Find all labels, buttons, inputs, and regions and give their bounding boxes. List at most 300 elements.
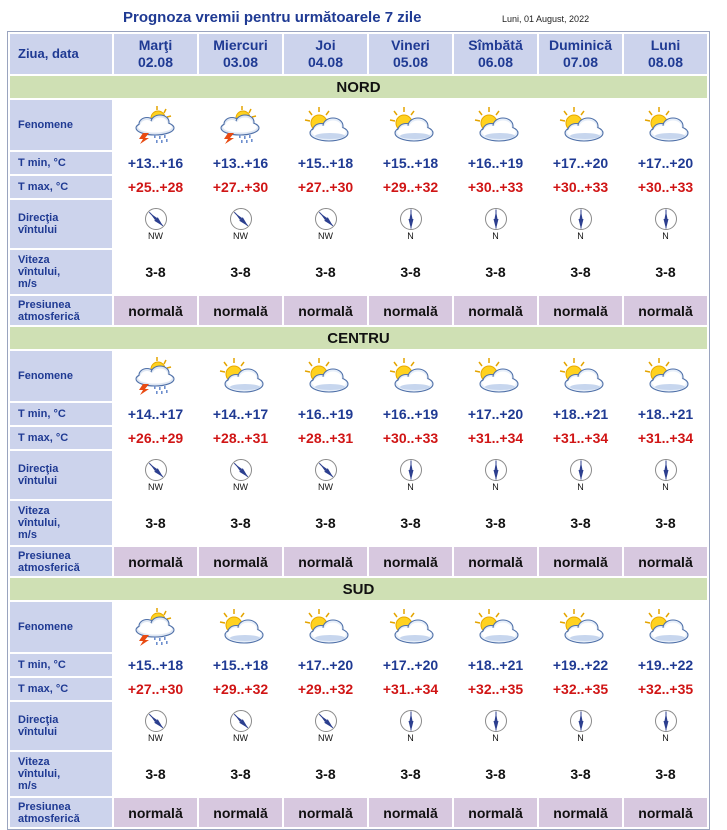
wind-direction-value: NW <box>233 231 248 241</box>
wind-speed-label-line2: vîntului, <box>18 266 61 278</box>
day-name: Luni <box>650 37 681 53</box>
pressure-cell <box>369 798 452 827</box>
phenomena-cell <box>369 602 452 652</box>
wind-speed-label-line2: vîntului, <box>18 768 61 780</box>
wind-speed-cell <box>454 250 537 294</box>
wind-speed-cell <box>114 250 197 294</box>
wind-direction-row <box>10 451 707 499</box>
phenomena-cell <box>624 100 707 150</box>
phenomena-cell <box>114 351 197 401</box>
pressure-value: normală <box>128 804 183 821</box>
phenomena-cell <box>539 351 622 401</box>
wind-direction-row <box>10 200 707 248</box>
wind-direction-value: NW <box>318 482 333 492</box>
day-header-4 <box>454 34 537 74</box>
wind-direction-cell <box>284 451 367 499</box>
compass-arrow-icon <box>199 458 282 482</box>
tmax-cell <box>284 176 367 198</box>
wind-speed-cell <box>369 752 452 796</box>
wind-speed-label-line3: m/s <box>18 780 37 792</box>
tmin-cell <box>454 403 537 425</box>
wind-speed-cell <box>114 501 197 545</box>
tmax-cell <box>284 678 367 700</box>
phenomena-cell <box>454 602 537 652</box>
pressure-value: normală <box>638 553 693 570</box>
pressure-label-line2: atmosferică <box>18 812 80 825</box>
wind-direction-cell <box>624 451 707 499</box>
tmin-value: +13..+16 <box>212 155 269 171</box>
wind-direction-cell <box>114 702 197 750</box>
region-title <box>10 76 707 98</box>
pressure-cell <box>539 798 622 827</box>
tmax-value: +27..+30 <box>212 179 269 195</box>
wind-speed-label-line1: Viteza <box>18 505 50 517</box>
tmin-cell <box>454 654 537 676</box>
phenomena-cell <box>114 100 197 150</box>
phenomena-label-text: Fenomene <box>18 370 74 382</box>
wind-direction-cell <box>199 200 282 248</box>
pressure-label-line1: Presiunea <box>18 549 71 562</box>
wind-speed-cell <box>284 752 367 796</box>
column-header-day-date <box>10 34 112 74</box>
compass-arrow-icon <box>539 709 622 733</box>
tmin-row <box>10 152 707 174</box>
wind-direction-value: N <box>662 733 669 743</box>
pressure-value: normală <box>128 302 183 319</box>
tmin-value: +15..+18 <box>382 155 439 171</box>
pressure-value: normală <box>213 302 268 319</box>
tmax-value: +32..+35 <box>467 681 524 697</box>
wind-direction-label-line2: vîntului <box>18 224 58 236</box>
tmin-value: +17..+20 <box>637 155 694 171</box>
tmax-value: +31..+34 <box>552 430 609 446</box>
tmax-value: +30..+33 <box>467 179 524 195</box>
tmax-cell <box>539 678 622 700</box>
column-header-label: Ziua, data <box>18 46 79 61</box>
phenomena-cell <box>284 100 367 150</box>
tmax-value: +27..+30 <box>297 179 354 195</box>
pressure-cell <box>284 547 367 576</box>
wind-direction-cell <box>114 200 197 248</box>
day-header-3 <box>369 34 452 74</box>
tmin-cell <box>369 403 452 425</box>
day-date: 02.08 <box>137 54 174 70</box>
tmin-value: +19..+22 <box>552 657 609 673</box>
wind-direction-value: N <box>407 482 414 492</box>
tmin-value: +15..+18 <box>297 155 354 171</box>
tmin-cell <box>114 654 197 676</box>
wind-speed-value: 3-8 <box>655 515 676 531</box>
pressure-cell <box>284 798 367 827</box>
partly-cloudy-icon <box>454 608 537 646</box>
wind-speed-cell <box>284 250 367 294</box>
wind-speed-value: 3-8 <box>655 766 676 782</box>
pressure-value: normală <box>553 553 608 570</box>
wind-speed-label <box>10 250 112 294</box>
tmax-cell <box>114 678 197 700</box>
partly-cloudy-icon <box>539 106 622 144</box>
tmax-value: +28..+31 <box>297 430 354 446</box>
pressure-value: normală <box>213 804 268 821</box>
page-title: Prognoza vremii pentru următoarele 7 zile <box>123 9 422 26</box>
phenomena-row <box>10 602 707 652</box>
wind-direction-cell <box>454 200 537 248</box>
tmin-value: +17..+20 <box>382 657 439 673</box>
compass-arrow-icon <box>454 207 537 231</box>
compass-arrow-icon <box>114 709 197 733</box>
tmax-label-text: T max, °C <box>18 683 69 695</box>
wind-direction-value: NW <box>233 733 248 743</box>
tmax-value: +31..+34 <box>467 430 524 446</box>
tmin-value: +14..+17 <box>127 406 184 422</box>
tmax-cell <box>114 427 197 449</box>
tmin-label <box>10 152 112 174</box>
wind-speed-cell <box>199 501 282 545</box>
tmin-value: +13..+16 <box>127 155 184 171</box>
tmin-value: +14..+17 <box>212 406 269 422</box>
tmin-value: +16..+19 <box>382 406 439 422</box>
tmin-cell <box>454 152 537 174</box>
pressure-value: normală <box>553 804 608 821</box>
wind-direction-value: NW <box>148 231 163 241</box>
pressure-cell <box>624 798 707 827</box>
wind-direction-label-line1: Direcţia <box>18 463 59 475</box>
tmin-cell <box>284 152 367 174</box>
pressure-cell <box>369 296 452 325</box>
day-name: Miercuri <box>213 37 268 53</box>
tmax-cell <box>624 678 707 700</box>
tmin-label-text: T min, °C <box>18 659 66 671</box>
tmin-row <box>10 403 707 425</box>
tmax-value: +28..+31 <box>212 430 269 446</box>
wind-speed-cell <box>539 250 622 294</box>
wind-direction-value: N <box>577 231 584 241</box>
pressure-cell <box>284 296 367 325</box>
wind-speed-cell <box>199 752 282 796</box>
day-header-5 <box>539 34 622 74</box>
tmax-value: +29..+32 <box>212 681 269 697</box>
day-name: Vineri <box>391 37 430 53</box>
phenomena-cell <box>369 100 452 150</box>
pressure-value: normală <box>638 804 693 821</box>
tmax-value: +30..+33 <box>637 179 694 195</box>
wind-speed-cell <box>369 250 452 294</box>
region-name: CENTRU <box>327 329 390 347</box>
partly-cloudy-icon <box>199 357 282 395</box>
wind-speed-cell <box>624 250 707 294</box>
tmax-value: +26..+29 <box>127 430 184 446</box>
wind-direction-value: NW <box>148 733 163 743</box>
pressure-row <box>10 798 707 827</box>
tmin-cell <box>624 654 707 676</box>
tmin-value: +17..+20 <box>297 657 354 673</box>
tmin-value: +18..+21 <box>467 657 524 673</box>
pressure-cell <box>539 296 622 325</box>
tmax-value: +30..+33 <box>552 179 609 195</box>
wind-speed-value: 3-8 <box>315 766 336 782</box>
wind-direction-label-line1: Direcţia <box>18 714 59 726</box>
tmax-cell <box>369 678 452 700</box>
compass-arrow-icon <box>454 709 537 733</box>
pressure-cell <box>454 798 537 827</box>
tmin-cell <box>624 403 707 425</box>
pressure-cell <box>199 296 282 325</box>
wind-direction-value: NW <box>318 231 333 241</box>
wind-speed-value: 3-8 <box>145 264 166 280</box>
pressure-label-line2: atmosferică <box>18 561 80 574</box>
wind-direction-label-line2: vîntului <box>18 475 58 487</box>
pressure-value: normală <box>298 804 353 821</box>
wind-speed-label <box>10 501 112 545</box>
tmax-cell <box>114 176 197 198</box>
tmax-cell <box>454 176 537 198</box>
compass-arrow-icon <box>624 458 707 482</box>
wind-speed-label-line1: Viteza <box>18 254 50 266</box>
wind-direction-row <box>10 702 707 750</box>
wind-direction-value: N <box>492 231 499 241</box>
day-name: Sîmbătă <box>468 37 523 53</box>
day-date: 03.08 <box>222 54 259 70</box>
wind-speed-value: 3-8 <box>400 264 421 280</box>
wind-direction-cell <box>539 200 622 248</box>
wind-direction-value: N <box>577 482 584 492</box>
wind-speed-value: 3-8 <box>400 766 421 782</box>
phenomena-label <box>10 100 112 150</box>
pressure-cell <box>539 547 622 576</box>
day-header-0 <box>114 34 197 74</box>
day-name: Marţi <box>138 37 173 53</box>
partly-cloudy-icon <box>199 608 282 646</box>
tmin-cell <box>199 152 282 174</box>
pressure-cell <box>199 547 282 576</box>
pressure-row <box>10 296 707 325</box>
tmax-value: +29..+32 <box>382 179 439 195</box>
pressure-cell <box>199 798 282 827</box>
pressure-value: normală <box>298 302 353 319</box>
partly-cloudy-icon <box>539 357 622 395</box>
thunderstorm-rain-icon <box>114 357 197 395</box>
tmin-value: +18..+21 <box>552 406 609 422</box>
tmin-cell <box>369 152 452 174</box>
compass-arrow-icon <box>624 709 707 733</box>
wind-speed-value: 3-8 <box>145 515 166 531</box>
wind-direction-value: NW <box>318 733 333 743</box>
wind-speed-value: 3-8 <box>230 766 251 782</box>
phenomena-cell <box>369 351 452 401</box>
pressure-value: normală <box>128 553 183 570</box>
pressure-cell <box>624 296 707 325</box>
compass-arrow-icon <box>454 458 537 482</box>
tmin-label-text: T min, °C <box>18 408 66 420</box>
wind-speed-value: 3-8 <box>400 515 421 531</box>
phenomena-cell <box>454 100 537 150</box>
wind-speed-cell <box>284 501 367 545</box>
partly-cloudy-icon <box>284 106 367 144</box>
thunderstorm-rain-icon <box>199 106 282 144</box>
wind-speed-cell <box>624 752 707 796</box>
tmin-cell <box>114 403 197 425</box>
wind-direction-cell <box>284 702 367 750</box>
phenomena-row <box>10 351 707 401</box>
tmax-value: +25..+28 <box>127 179 184 195</box>
tmin-cell <box>624 152 707 174</box>
partly-cloudy-icon <box>369 357 452 395</box>
pressure-value: normală <box>468 302 523 319</box>
pressure-cell <box>114 798 197 827</box>
tmax-value: +32..+35 <box>637 681 694 697</box>
phenomena-cell <box>199 602 282 652</box>
tmax-cell <box>199 427 282 449</box>
pressure-value: normală <box>383 302 438 319</box>
wind-direction-label-line1: Direcţia <box>18 212 59 224</box>
tmax-cell <box>454 678 537 700</box>
tmin-label-text: T min, °C <box>18 157 66 169</box>
tmin-cell <box>539 403 622 425</box>
compass-arrow-icon <box>284 458 367 482</box>
wind-direction-value: N <box>662 231 669 241</box>
tmax-label-text: T max, °C <box>18 432 69 444</box>
partly-cloudy-icon <box>624 608 707 646</box>
tmax-row <box>10 427 707 449</box>
wind-direction-value: NW <box>148 482 163 492</box>
tmin-cell <box>539 654 622 676</box>
tmax-cell <box>369 176 452 198</box>
pressure-value: normală <box>298 553 353 570</box>
phenomena-cell <box>454 351 537 401</box>
wind-speed-value: 3-8 <box>485 515 506 531</box>
tmin-value: +15..+18 <box>127 657 184 673</box>
wind-direction-cell <box>369 702 452 750</box>
tmax-cell <box>539 427 622 449</box>
pressure-value: normală <box>468 804 523 821</box>
wind-direction-value: N <box>492 482 499 492</box>
region-row-centru <box>10 327 707 349</box>
compass-arrow-icon <box>199 709 282 733</box>
day-date: 06.08 <box>477 54 514 70</box>
partly-cloudy-icon <box>539 608 622 646</box>
phenomena-row <box>10 100 707 150</box>
region-name: NORD <box>336 78 381 96</box>
partly-cloudy-icon <box>624 357 707 395</box>
tmax-cell <box>624 176 707 198</box>
tmax-value: +31..+34 <box>637 430 694 446</box>
region-name: SUD <box>342 580 375 598</box>
pressure-value: normală <box>553 302 608 319</box>
phenomena-cell <box>114 602 197 652</box>
compass-arrow-icon <box>284 709 367 733</box>
day-date: 08.08 <box>647 54 684 70</box>
tmax-row <box>10 678 707 700</box>
wind-speed-cell <box>454 752 537 796</box>
compass-arrow-icon <box>114 207 197 231</box>
wind-speed-value: 3-8 <box>485 264 506 280</box>
tmax-cell <box>454 427 537 449</box>
compass-arrow-icon <box>539 458 622 482</box>
page-header <box>0 0 727 30</box>
wind-speed-cell <box>114 752 197 796</box>
tmax-row <box>10 176 707 198</box>
pressure-value: normală <box>213 553 268 570</box>
phenomena-label <box>10 351 112 401</box>
partly-cloudy-icon <box>284 608 367 646</box>
partly-cloudy-icon <box>624 106 707 144</box>
compass-arrow-icon <box>539 207 622 231</box>
tmax-value: +31..+34 <box>382 681 439 697</box>
region-title <box>10 578 707 600</box>
day-header-1 <box>199 34 282 74</box>
pressure-value: normală <box>383 553 438 570</box>
pressure-label <box>10 547 112 576</box>
pressure-cell <box>114 296 197 325</box>
days-header-row <box>10 34 707 74</box>
pressure-value: normală <box>383 804 438 821</box>
tmax-cell <box>624 427 707 449</box>
phenomena-cell <box>199 100 282 150</box>
wind-speed-value: 3-8 <box>315 264 336 280</box>
tmin-value: +17..+20 <box>467 406 524 422</box>
wind-speed-value: 3-8 <box>230 515 251 531</box>
region-title <box>10 327 707 349</box>
wind-speed-value: 3-8 <box>570 515 591 531</box>
wind-direction-cell <box>199 451 282 499</box>
tmax-cell <box>199 678 282 700</box>
pressure-value: normală <box>638 302 693 319</box>
wind-speed-label <box>10 752 112 796</box>
wind-speed-cell <box>539 752 622 796</box>
compass-arrow-icon <box>284 207 367 231</box>
pressure-label <box>10 296 112 325</box>
wind-speed-cell <box>369 501 452 545</box>
wind-direction-cell <box>284 200 367 248</box>
tmin-value: +18..+21 <box>637 406 694 422</box>
pressure-cell <box>114 547 197 576</box>
phenomena-cell <box>284 602 367 652</box>
compass-arrow-icon <box>114 458 197 482</box>
wind-direction-cell <box>454 702 537 750</box>
tmin-cell <box>369 654 452 676</box>
day-date: 05.08 <box>392 54 429 70</box>
pressure-cell <box>454 547 537 576</box>
pressure-cell <box>454 296 537 325</box>
phenomena-cell <box>199 351 282 401</box>
tmax-value: +29..+32 <box>297 681 354 697</box>
wind-speed-value: 3-8 <box>570 766 591 782</box>
day-name: Joi <box>315 37 336 53</box>
pressure-value: normală <box>468 553 523 570</box>
wind-direction-label <box>10 702 112 750</box>
tmax-label <box>10 427 112 449</box>
tmin-label <box>10 403 112 425</box>
pressure-row <box>10 547 707 576</box>
wind-speed-label-line3: m/s <box>18 278 37 290</box>
wind-direction-cell <box>624 702 707 750</box>
pressure-label-line1: Presiunea <box>18 298 71 311</box>
wind-direction-cell <box>539 702 622 750</box>
wind-speed-cell <box>199 250 282 294</box>
wind-speed-cell <box>539 501 622 545</box>
tmin-value: +15..+18 <box>212 657 269 673</box>
tmax-label <box>10 678 112 700</box>
forecast-table <box>7 31 710 830</box>
phenomena-cell <box>624 602 707 652</box>
thunderstorm-rain-icon <box>114 608 197 646</box>
wind-speed-row <box>10 501 707 545</box>
wind-direction-value: N <box>577 733 584 743</box>
partly-cloudy-icon <box>454 357 537 395</box>
wind-direction-label-line2: vîntului <box>18 726 58 738</box>
pressure-label-line2: atmosferică <box>18 310 80 323</box>
current-date: Luni, 01 August, 2022 <box>502 14 590 24</box>
